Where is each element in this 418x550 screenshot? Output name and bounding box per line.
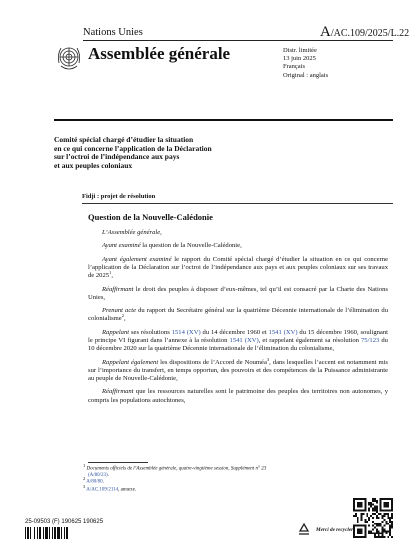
preamble-paragraph xyxy=(88,242,388,250)
committee-title-line: sur l’octroi de l’indépendance aux pays xyxy=(54,152,180,162)
symbol-code: /AC.109/2025/L.22 xyxy=(330,28,410,39)
document-link[interactable]: (A/80/23) xyxy=(88,473,108,479)
document-number: 25-09503 (F) 190625 190625 xyxy=(25,519,104,525)
document-link[interactable]: A/80/80 xyxy=(86,480,103,486)
paragraph-lead: Réaffirmant xyxy=(102,388,134,396)
resolution-link[interactable]: 1541 (XV) xyxy=(229,336,259,344)
footnote-ref[interactable]: 1 xyxy=(109,270,112,275)
barcode xyxy=(25,527,85,539)
resolution-link[interactable]: 1514 (XV) xyxy=(171,328,201,336)
un-emblem-icon xyxy=(54,43,84,73)
footnote-number: 2 xyxy=(83,476,86,482)
preamble-paragraph xyxy=(88,388,388,404)
paragraph-lead: Rappelant également xyxy=(102,358,159,366)
header-rule xyxy=(83,40,393,41)
paragraph-lead: Prenant acte xyxy=(102,307,137,315)
footnote xyxy=(80,463,380,482)
footnote-rule xyxy=(88,462,148,463)
document-link[interactable]: A/AC.109/2114 xyxy=(86,487,119,493)
committee-title-line: et aux peuples coloniaux xyxy=(54,160,133,170)
paragraph-text: ses résolutions xyxy=(129,328,172,336)
footnote-ref[interactable]: 2 xyxy=(121,313,124,319)
paragraph-lead: L’Assemblée générale, xyxy=(102,229,162,236)
paragraph-text: , xyxy=(111,272,113,280)
committee-title-line: Comité spécial chargé d’étudier la situation xyxy=(54,135,194,144)
document-symbol xyxy=(320,24,409,41)
preamble-paragraph xyxy=(88,307,388,323)
paragraph-text: , xyxy=(123,315,126,323)
distribution-language: Français xyxy=(283,63,306,71)
paragraph-text: le rapport du Comité spécial chargé d’étudier la situation en ce qui concerne l’application de la Déclaration sur l’octroi de l’indépendance aux pays et aux peuples coloniaux sur ses travaux de 2025 xyxy=(88,255,388,280)
paragraph-lead: Ayant examiné xyxy=(102,242,141,250)
footnote-number: 3 xyxy=(83,483,86,489)
footnote-ref[interactable]: 3 xyxy=(266,356,270,362)
question-title: Question de la Nouvelle-Calédonie xyxy=(88,212,213,222)
distribution-date: 13 juin 2025 xyxy=(283,55,316,63)
paragraph-text: du rapport du Secrétaire général sur la quatrième Décennie internationale de l’élimination du colonialisme xyxy=(88,307,388,323)
footnote-text: Documents officiels de l’Assemblée générale, quatre-vingtième session, Supplément n° 23 xyxy=(86,466,267,472)
paragraph-text: du 15 décembre 1960, soulignant le principe VI figurant dans l’annexe à la résolution xyxy=(88,328,388,344)
sponsor-line: Fidji : projet de résolution xyxy=(82,193,156,200)
preamble-paragraph xyxy=(88,286,388,302)
paragraph-lead: Réaffirmant xyxy=(102,285,134,293)
paragraph-text: le droit des peuples à disposer d’eux-mêmes, tel qu’il est consacré par la Charte des Nations Unies, xyxy=(88,285,388,301)
recycle-label: Merci de recycler xyxy=(316,527,354,533)
committee-title xyxy=(54,136,294,170)
organization-name: Nations Unies xyxy=(83,27,143,38)
committee-title-line: en ce qui concerne l’application de la Déclaration xyxy=(54,143,212,153)
footnote-text: . xyxy=(107,473,109,479)
preamble-paragraph xyxy=(88,356,388,384)
paragraph-text: , et rappelant également sa résolution xyxy=(258,336,361,344)
paragraph-lead: Ayant également examiné xyxy=(102,255,172,263)
footnote-number: 1 xyxy=(83,463,86,468)
footnote-text: , annexe. xyxy=(118,487,137,493)
sponsor-rule xyxy=(82,203,393,204)
paragraph-text: les dispositions de l’Accord de Nouméa xyxy=(158,358,267,366)
recycle-icon xyxy=(296,522,312,538)
paragraph-text: que les ressources naturelles sont le patrimoine des peuples des territoires non autonomes, y compris les populations autochtones, xyxy=(88,388,388,404)
qr-code xyxy=(353,498,393,538)
paragraph-text: du 14 décembre 1960 et xyxy=(200,328,269,336)
assembly-title: Assemblée générale xyxy=(88,44,231,63)
resolution-link[interactable]: 75/123 xyxy=(360,336,380,344)
resolution-link[interactable]: 1541 (XV) xyxy=(268,328,298,336)
paragraph-text: la question de la Nouvelle-Calédonie, xyxy=(140,242,242,250)
footnote-text: . xyxy=(102,480,104,486)
header-thick-rule xyxy=(54,119,393,121)
paragraph-text: du 10 décembre 2020 sur la quatrième Décennie internationale de l’élimination du colonialisme, xyxy=(88,336,388,353)
symbol-prefix: A xyxy=(320,24,331,40)
distribution-original: Original : anglais xyxy=(283,71,329,79)
distribution-block xyxy=(283,47,328,80)
footnotes xyxy=(80,463,380,494)
distribution-line: Distr. limitée xyxy=(283,47,317,54)
paragraph-text: , dans lesquelles l’accent est notamment mis sur l’importance du transfert, en temps opportun, des pouvoirs et des compétences de la Puissance administrante au peuple de Nouvelle-Calédonie, xyxy=(88,358,388,382)
preamble-paragraph xyxy=(88,256,388,281)
resolution-body xyxy=(88,229,388,410)
preamble-paragraph xyxy=(88,329,388,354)
preamble-paragraph xyxy=(88,229,388,237)
paragraph-lead: Rappelant xyxy=(102,328,130,336)
